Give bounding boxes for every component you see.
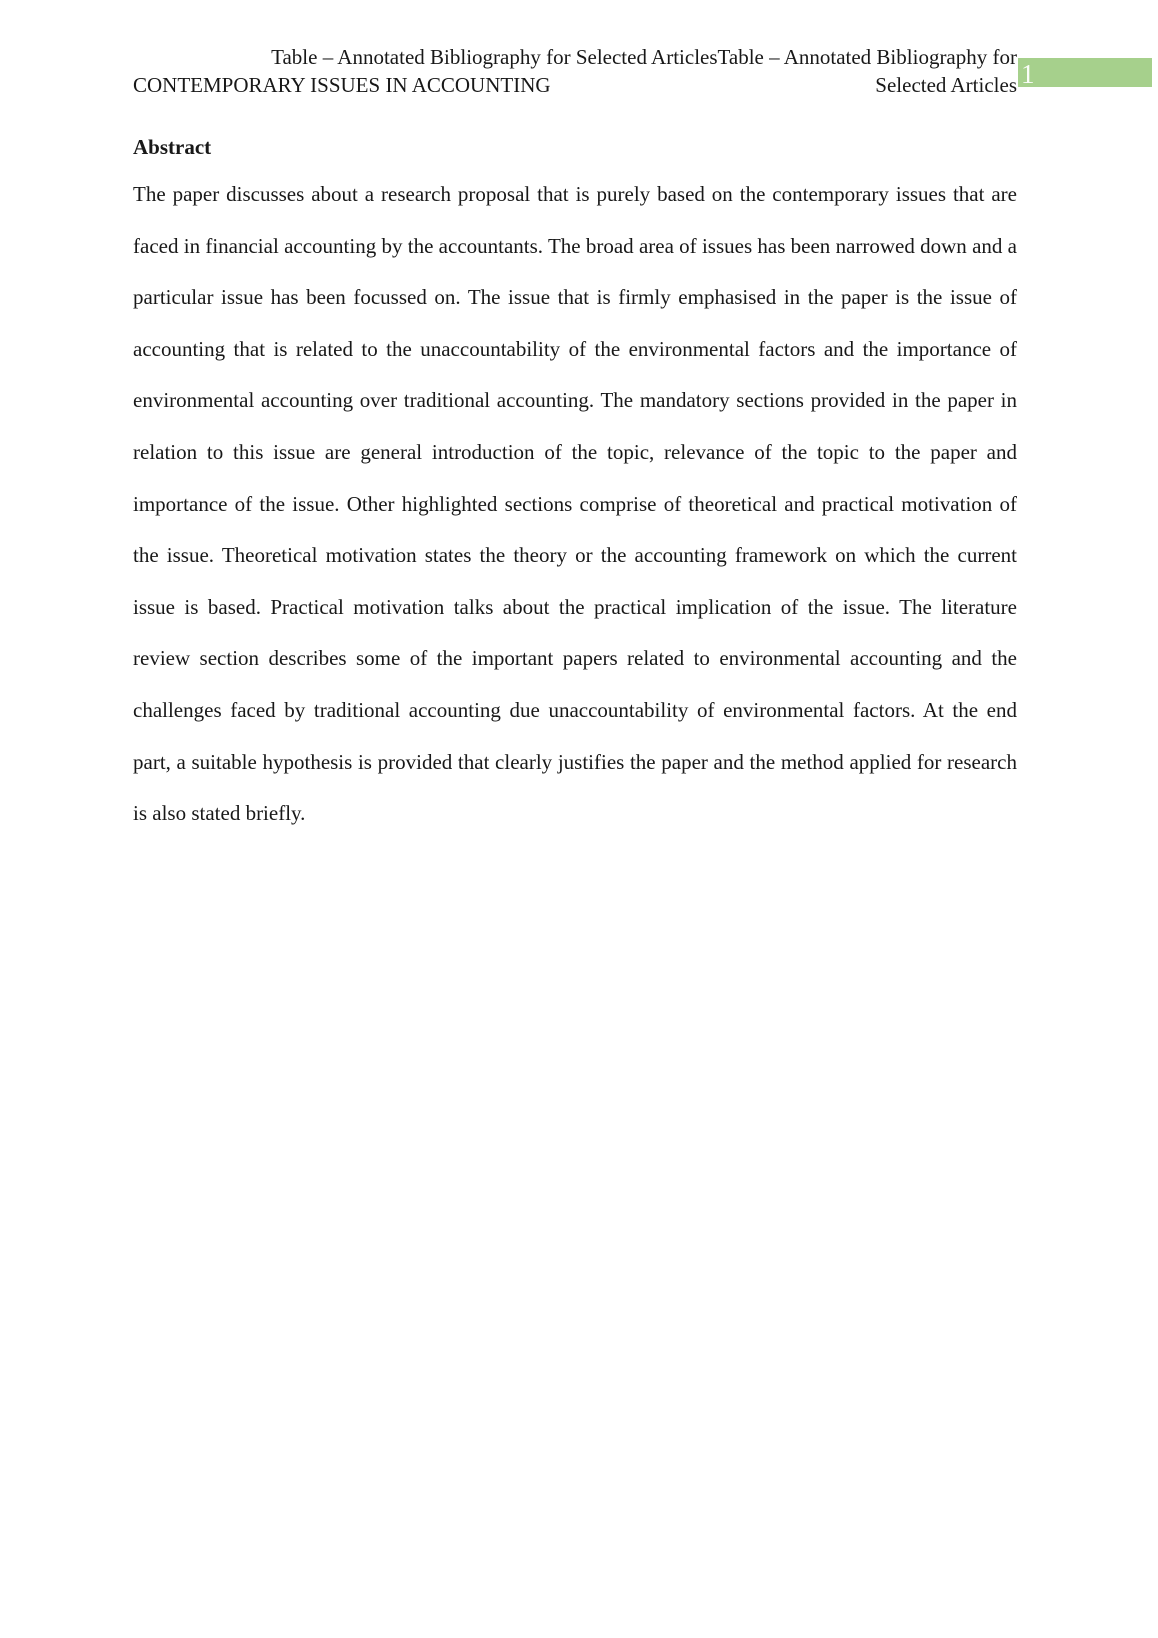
document-body (133, 133, 1017, 840)
page-header (133, 43, 1017, 99)
page-number: 1 (1021, 59, 1035, 89)
abstract-paragraph: The paper discusses about a research proposal that is purely based on the contemporary issues that are faced in financial accounting by the accountants. The broad area of issues has been narrowed down and a particular issue has been focussed on. The issue that is firmly emphasised in the paper is the issue of accounting that is related to the unaccountability of the environmental factors and the importance of environmental accounting over traditional accounting. The mandatory sections provided in the paper in relation to this issue are general introduction of the topic, relevance of the topic to the paper and importance of the issue. Other highlighted sections comprise of theoretical and practical motivation of the issue. Theoretical motivation states the theory or the accounting framework on which the current issue is based. Practical motivation talks about the practical implication of the issue. The literature review section describes some of the important papers related to environmental accounting and the challenges faced by traditional accounting due unaccountability of environmental factors. At the end part, a suitable hypothesis is provided that clearly justifies the paper and the method applied for research is also stated briefly. (133, 182, 1017, 826)
running-head-line1: Table – Annotated Bibliography for Selected ArticlesTable – Annotated Bibliography for (271, 45, 1017, 69)
running-head-row (133, 71, 1017, 99)
course-title: CONTEMPORARY ISSUES IN ACCOUNTING (133, 73, 551, 97)
page-number-highlight (1018, 58, 1152, 87)
abstract-heading: Abstract (133, 135, 212, 159)
running-head-line2: Selected Articles (875, 73, 1017, 97)
